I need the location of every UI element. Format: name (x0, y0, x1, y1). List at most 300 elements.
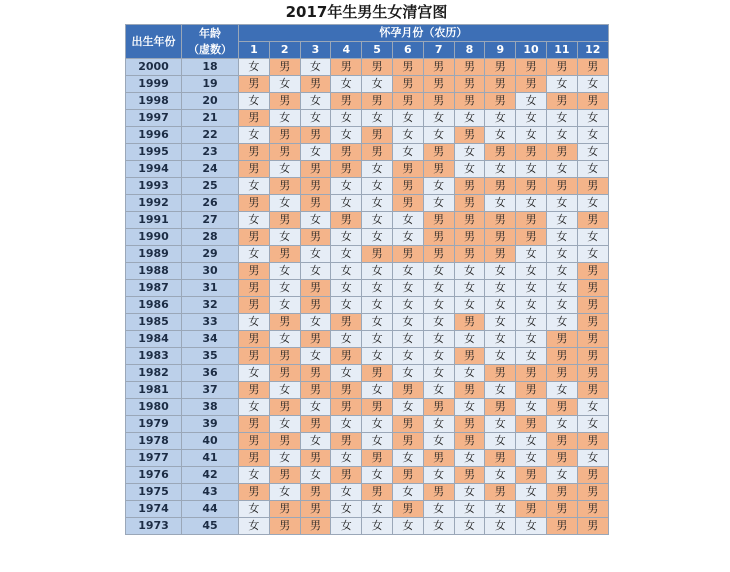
gender-cell: 女 (546, 297, 577, 314)
table-row (126, 263, 609, 280)
gender-cell: 女 (239, 127, 270, 144)
gender-cell: 女 (239, 501, 270, 518)
gender-cell: 女 (392, 348, 423, 365)
birth-year-cell: 1995 (126, 144, 182, 161)
birth-year-cell: 1977 (126, 450, 182, 467)
gender-cell: 男 (546, 59, 577, 76)
birth-year-cell: 2000 (126, 59, 182, 76)
gender-cell: 女 (362, 212, 393, 229)
gender-cell: 男 (454, 93, 485, 110)
gender-cell: 男 (300, 382, 331, 399)
gender-cell: 女 (239, 365, 270, 382)
gender-cell: 女 (423, 467, 454, 484)
gender-cell: 女 (577, 127, 608, 144)
gender-cell: 男 (423, 161, 454, 178)
birth-year-cell: 1987 (126, 280, 182, 297)
gender-cell: 女 (331, 518, 362, 535)
gender-cell: 女 (485, 127, 516, 144)
gender-cell: 男 (485, 365, 516, 382)
gender-cell: 女 (577, 161, 608, 178)
gender-cell: 男 (392, 93, 423, 110)
gender-cell: 女 (392, 365, 423, 382)
birth-year-cell: 1993 (126, 178, 182, 195)
gender-cell: 女 (300, 348, 331, 365)
gender-cell: 男 (577, 484, 608, 501)
gender-cell: 女 (362, 263, 393, 280)
gender-cell: 男 (516, 365, 547, 382)
gender-cell: 女 (546, 76, 577, 93)
gender-cell: 男 (485, 246, 516, 263)
gender-cell: 女 (331, 331, 362, 348)
gender-cell: 女 (546, 263, 577, 280)
gender-cell: 女 (392, 127, 423, 144)
year-column-header: 出生年份 (126, 25, 182, 59)
age-cell: 34 (182, 331, 239, 348)
gender-cell: 男 (300, 161, 331, 178)
month-header-1: 1 (239, 42, 270, 59)
gender-cell: 女 (362, 416, 393, 433)
table-row (126, 229, 609, 246)
gender-cell: 男 (392, 433, 423, 450)
gender-cell: 女 (300, 59, 331, 76)
table-row (126, 127, 609, 144)
gender-cell: 女 (546, 280, 577, 297)
table-row (126, 314, 609, 331)
gender-cell: 男 (546, 178, 577, 195)
gender-cell: 女 (392, 263, 423, 280)
gender-prediction-table (125, 24, 609, 535)
birth-year-cell: 1992 (126, 195, 182, 212)
gender-cell: 女 (516, 433, 547, 450)
gender-cell: 女 (331, 195, 362, 212)
gender-cell: 男 (269, 212, 300, 229)
gender-cell: 男 (546, 433, 577, 450)
gender-cell: 男 (546, 484, 577, 501)
gender-cell: 男 (300, 76, 331, 93)
age-cell: 33 (182, 314, 239, 331)
gender-cell: 女 (239, 467, 270, 484)
gender-cell: 男 (331, 433, 362, 450)
birth-year-cell: 1973 (126, 518, 182, 535)
gender-cell: 男 (239, 229, 270, 246)
age-cell: 27 (182, 212, 239, 229)
gender-cell: 男 (269, 127, 300, 144)
month-header-5: 5 (362, 42, 393, 59)
gender-cell: 男 (577, 59, 608, 76)
month-header-8: 8 (454, 42, 485, 59)
gender-cell: 男 (392, 195, 423, 212)
gender-cell: 女 (331, 110, 362, 127)
table-body (126, 59, 609, 535)
age-cell: 44 (182, 501, 239, 518)
gender-cell: 男 (331, 59, 362, 76)
table-row (126, 484, 609, 501)
gender-cell: 女 (516, 263, 547, 280)
month-header-10: 10 (516, 42, 547, 59)
table-row (126, 365, 609, 382)
gender-cell: 男 (516, 76, 547, 93)
age-cell: 22 (182, 127, 239, 144)
gender-cell: 男 (300, 229, 331, 246)
gender-cell: 男 (546, 93, 577, 110)
gender-cell: 女 (392, 314, 423, 331)
birth-year-cell: 1974 (126, 501, 182, 518)
gender-cell: 男 (516, 229, 547, 246)
gender-cell: 男 (239, 416, 270, 433)
gender-cell: 男 (331, 399, 362, 416)
gender-cell: 女 (485, 195, 516, 212)
age-cell: 25 (182, 178, 239, 195)
table-row (126, 518, 609, 535)
gender-cell: 女 (239, 59, 270, 76)
gender-cell: 男 (577, 501, 608, 518)
gender-cell: 男 (516, 212, 547, 229)
gender-cell: 男 (331, 314, 362, 331)
gender-cell: 女 (392, 450, 423, 467)
month-header-9: 9 (485, 42, 516, 59)
gender-cell: 男 (392, 178, 423, 195)
gender-cell: 女 (362, 229, 393, 246)
table-row (126, 76, 609, 93)
gender-cell: 男 (577, 178, 608, 195)
gender-cell: 男 (269, 501, 300, 518)
gender-cell: 男 (577, 263, 608, 280)
gender-cell: 女 (269, 229, 300, 246)
gender-cell: 女 (577, 76, 608, 93)
gender-cell: 女 (516, 127, 547, 144)
age-cell: 29 (182, 246, 239, 263)
gender-cell: 男 (577, 433, 608, 450)
gender-cell: 男 (239, 433, 270, 450)
month-header-12: 12 (577, 42, 608, 59)
gender-cell: 女 (454, 518, 485, 535)
gender-cell: 女 (362, 433, 393, 450)
gender-cell: 女 (423, 110, 454, 127)
age-header-line2: （虚数） (188, 42, 232, 56)
gender-cell: 男 (239, 280, 270, 297)
gender-cell: 女 (362, 314, 393, 331)
gender-cell: 女 (546, 110, 577, 127)
gender-cell: 女 (362, 348, 393, 365)
gender-cell: 女 (300, 467, 331, 484)
gender-cell: 男 (454, 416, 485, 433)
gender-cell: 女 (362, 518, 393, 535)
gender-cell: 女 (331, 450, 362, 467)
birth-year-cell: 1990 (126, 229, 182, 246)
gender-cell: 女 (516, 450, 547, 467)
gender-cell: 女 (331, 297, 362, 314)
gender-cell: 女 (300, 433, 331, 450)
gender-cell: 女 (331, 178, 362, 195)
gender-cell: 女 (362, 195, 393, 212)
gender-cell: 男 (362, 399, 393, 416)
gender-cell: 女 (239, 518, 270, 535)
birth-year-cell: 1983 (126, 348, 182, 365)
gender-cell: 女 (546, 246, 577, 263)
age-cell: 26 (182, 195, 239, 212)
month-header-6: 6 (392, 42, 423, 59)
age-cell: 36 (182, 365, 239, 382)
table-row (126, 178, 609, 195)
gender-cell: 女 (423, 518, 454, 535)
gender-cell: 男 (454, 467, 485, 484)
gender-cell: 女 (577, 195, 608, 212)
gender-cell: 女 (331, 246, 362, 263)
month-header-2: 2 (269, 42, 300, 59)
gender-cell: 女 (300, 144, 331, 161)
gender-cell: 女 (454, 484, 485, 501)
gender-cell: 男 (577, 331, 608, 348)
gender-cell: 女 (269, 263, 300, 280)
age-cell: 41 (182, 450, 239, 467)
months-caption: 怀孕月份（农历） (239, 25, 609, 42)
gender-cell: 女 (300, 314, 331, 331)
gender-cell: 女 (331, 280, 362, 297)
gender-cell: 女 (577, 110, 608, 127)
age-cell: 38 (182, 399, 239, 416)
gender-cell: 男 (269, 348, 300, 365)
age-cell: 39 (182, 416, 239, 433)
gender-cell: 女 (362, 76, 393, 93)
age-cell: 31 (182, 280, 239, 297)
gender-cell: 女 (392, 212, 423, 229)
gender-cell: 男 (331, 467, 362, 484)
gender-cell: 男 (423, 93, 454, 110)
gender-cell: 女 (454, 501, 485, 518)
gender-cell: 女 (577, 229, 608, 246)
gender-cell: 女 (331, 416, 362, 433)
gender-cell: 男 (454, 76, 485, 93)
gender-cell: 男 (269, 246, 300, 263)
gender-cell: 男 (331, 382, 362, 399)
gender-cell: 女 (454, 144, 485, 161)
age-cell: 37 (182, 382, 239, 399)
gender-cell: 男 (269, 144, 300, 161)
table-row (126, 348, 609, 365)
age-cell: 23 (182, 144, 239, 161)
gender-cell: 男 (239, 76, 270, 93)
gender-cell: 女 (546, 161, 577, 178)
table-row (126, 246, 609, 263)
birth-year-cell: 1975 (126, 484, 182, 501)
gender-cell: 男 (362, 484, 393, 501)
gender-cell: 男 (546, 365, 577, 382)
birth-year-cell: 1999 (126, 76, 182, 93)
gender-cell: 女 (454, 450, 485, 467)
gender-cell: 女 (269, 110, 300, 127)
gender-cell: 女 (269, 484, 300, 501)
birth-year-cell: 1994 (126, 161, 182, 178)
gender-cell: 女 (423, 348, 454, 365)
birth-year-cell: 1989 (126, 246, 182, 263)
gender-cell: 女 (392, 229, 423, 246)
table-row (126, 331, 609, 348)
gender-cell: 男 (546, 331, 577, 348)
gender-cell: 女 (423, 331, 454, 348)
birth-year-cell: 1991 (126, 212, 182, 229)
gender-cell: 男 (577, 382, 608, 399)
gender-cell: 女 (546, 467, 577, 484)
gender-cell: 男 (392, 59, 423, 76)
gender-cell: 男 (331, 161, 362, 178)
gender-cell: 女 (331, 365, 362, 382)
gender-cell: 男 (516, 382, 547, 399)
gender-cell: 女 (362, 297, 393, 314)
table-row (126, 280, 609, 297)
gender-cell: 男 (577, 280, 608, 297)
gender-cell: 女 (423, 416, 454, 433)
gender-cell: 女 (423, 127, 454, 144)
table-row (126, 467, 609, 484)
gender-cell: 女 (546, 127, 577, 144)
gender-cell: 男 (423, 450, 454, 467)
gender-cell: 男 (454, 212, 485, 229)
gender-cell: 女 (392, 144, 423, 161)
gender-cell: 女 (516, 110, 547, 127)
birth-year-cell: 1998 (126, 93, 182, 110)
gender-cell: 女 (331, 263, 362, 280)
gender-cell: 女 (516, 399, 547, 416)
gender-cell: 男 (239, 195, 270, 212)
gender-cell: 男 (239, 297, 270, 314)
gender-cell: 女 (423, 501, 454, 518)
gender-cell: 男 (269, 518, 300, 535)
age-cell: 18 (182, 59, 239, 76)
gender-cell: 男 (454, 178, 485, 195)
gender-cell: 女 (516, 518, 547, 535)
gender-cell: 女 (362, 280, 393, 297)
age-header-line1: 年龄 (199, 26, 221, 40)
gender-cell: 女 (331, 127, 362, 144)
gender-cell: 女 (269, 450, 300, 467)
age-cell: 32 (182, 297, 239, 314)
gender-cell: 男 (239, 450, 270, 467)
gender-cell: 男 (392, 416, 423, 433)
gender-cell: 女 (392, 297, 423, 314)
gender-cell: 女 (423, 195, 454, 212)
gender-cell: 男 (269, 178, 300, 195)
gender-cell: 男 (423, 229, 454, 246)
gender-cell: 女 (516, 280, 547, 297)
age-cell: 28 (182, 229, 239, 246)
gender-cell: 女 (485, 382, 516, 399)
gender-cell: 女 (423, 178, 454, 195)
gender-cell: 女 (423, 297, 454, 314)
gender-cell: 女 (454, 263, 485, 280)
birth-year-cell: 1978 (126, 433, 182, 450)
gender-cell: 女 (423, 263, 454, 280)
gender-cell: 女 (454, 365, 485, 382)
gender-cell: 男 (300, 127, 331, 144)
gender-cell: 女 (392, 280, 423, 297)
gender-cell: 女 (300, 212, 331, 229)
gender-cell: 男 (300, 280, 331, 297)
gender-cell: 男 (300, 450, 331, 467)
gender-cell: 女 (239, 178, 270, 195)
table-row (126, 212, 609, 229)
age-cell: 21 (182, 110, 239, 127)
gender-cell: 男 (392, 467, 423, 484)
gender-cell: 女 (362, 161, 393, 178)
gender-cell: 男 (516, 178, 547, 195)
gender-cell: 男 (454, 229, 485, 246)
age-cell: 40 (182, 433, 239, 450)
gender-cell: 男 (485, 144, 516, 161)
gender-cell: 男 (239, 484, 270, 501)
gender-cell: 女 (300, 110, 331, 127)
gender-cell: 女 (485, 297, 516, 314)
table-row (126, 501, 609, 518)
gender-cell: 女 (392, 484, 423, 501)
gender-cell: 男 (300, 484, 331, 501)
gender-cell: 女 (577, 246, 608, 263)
gender-cell: 女 (269, 280, 300, 297)
gender-cell: 女 (362, 331, 393, 348)
birth-year-cell: 1986 (126, 297, 182, 314)
gender-cell: 女 (485, 433, 516, 450)
gender-cell: 女 (485, 501, 516, 518)
gender-cell: 男 (269, 93, 300, 110)
gender-cell: 男 (516, 59, 547, 76)
gender-cell: 女 (485, 263, 516, 280)
birth-year-cell: 1976 (126, 467, 182, 484)
gender-cell: 男 (454, 382, 485, 399)
gender-cell: 男 (577, 365, 608, 382)
gender-cell: 女 (362, 467, 393, 484)
gender-cell: 男 (423, 399, 454, 416)
gender-cell: 男 (485, 484, 516, 501)
birth-year-cell: 1982 (126, 365, 182, 382)
gender-cell: 男 (577, 212, 608, 229)
gender-cell: 女 (516, 348, 547, 365)
gender-cell: 男 (546, 450, 577, 467)
gender-cell: 男 (577, 348, 608, 365)
gender-cell: 男 (454, 127, 485, 144)
gender-cell: 女 (269, 331, 300, 348)
gender-cell: 女 (516, 297, 547, 314)
table-row (126, 195, 609, 212)
gender-cell: 男 (577, 93, 608, 110)
gender-cell: 男 (454, 348, 485, 365)
birth-year-cell: 1979 (126, 416, 182, 433)
gender-cell: 女 (485, 416, 516, 433)
birth-year-cell: 1984 (126, 331, 182, 348)
gender-cell: 女 (392, 331, 423, 348)
gender-cell: 女 (546, 416, 577, 433)
gender-cell: 女 (485, 518, 516, 535)
gender-cell: 男 (577, 467, 608, 484)
gender-cell: 男 (362, 59, 393, 76)
gender-cell: 女 (516, 331, 547, 348)
gender-cell: 女 (454, 297, 485, 314)
gender-cell: 女 (423, 433, 454, 450)
gender-cell: 女 (485, 161, 516, 178)
gender-cell: 男 (362, 144, 393, 161)
gender-cell: 男 (269, 433, 300, 450)
gender-cell: 男 (239, 161, 270, 178)
gender-cell: 男 (546, 501, 577, 518)
gender-cell: 男 (362, 93, 393, 110)
table-row (126, 161, 609, 178)
gender-cell: 男 (516, 467, 547, 484)
age-cell: 30 (182, 263, 239, 280)
gender-cell: 男 (392, 161, 423, 178)
gender-cell: 女 (577, 144, 608, 161)
gender-cell: 男 (331, 93, 362, 110)
gender-cell: 男 (331, 144, 362, 161)
gender-cell: 男 (423, 212, 454, 229)
gender-cell: 男 (331, 212, 362, 229)
